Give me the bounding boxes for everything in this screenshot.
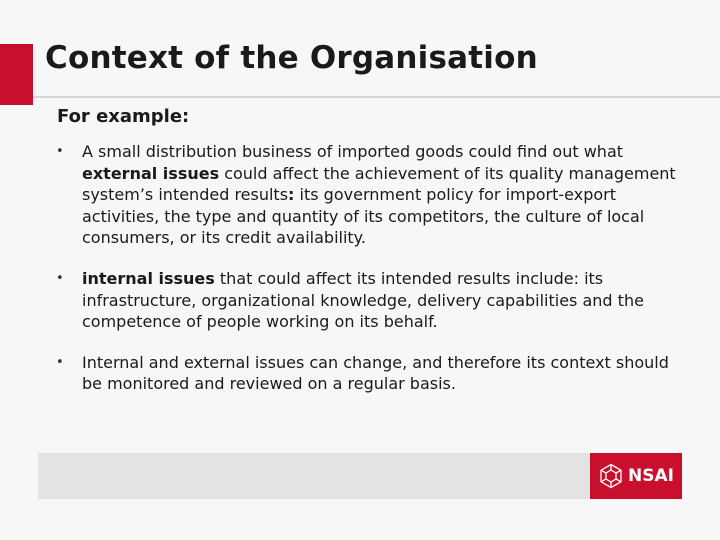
bullet-text: its government policy for import-export activities, the type and quantity of its competitors, the culture of local consumers, or its credit availability. <box>82 185 645 248</box>
bullet-marker: • <box>56 144 64 159</box>
bullet-marker: • <box>56 354 64 370</box>
title-underline <box>33 96 720 98</box>
bullet-item <box>50 141 680 249</box>
slide-subtitle: For example: <box>57 106 190 127</box>
bullet-text: could affect the achievement of its quality management system’s intended results <box>82 163 676 205</box>
bullet-emphasis: internal issues <box>82 268 215 288</box>
title-accent-bar <box>0 44 33 105</box>
footer-band <box>38 453 682 499</box>
bullet-emphasis: : <box>288 185 295 205</box>
slide-title: Context of the Organisation <box>45 40 538 76</box>
bullet-emphasis: external issues <box>82 163 220 183</box>
bullet-text: A small distribution business of imported goods could find out what <box>82 142 624 161</box>
nsai-logo <box>590 453 682 499</box>
bullet-list <box>50 141 680 414</box>
bullet-item <box>50 352 680 395</box>
bullet-text: Internal and external issues can change, and therefore its context should be monitored and reviewed on a regular basis. <box>82 352 669 394</box>
bullet-marker: • <box>56 270 64 286</box>
nsai-polyhedron-icon <box>598 463 624 489</box>
bullet-item <box>50 268 680 333</box>
bullet-text: that could affect its intended results include: its infrastructure, organizational knowledge, delivery capabilities and the competence of people working on its behalf. <box>82 268 644 332</box>
logo-text: NSAI <box>628 466 674 486</box>
